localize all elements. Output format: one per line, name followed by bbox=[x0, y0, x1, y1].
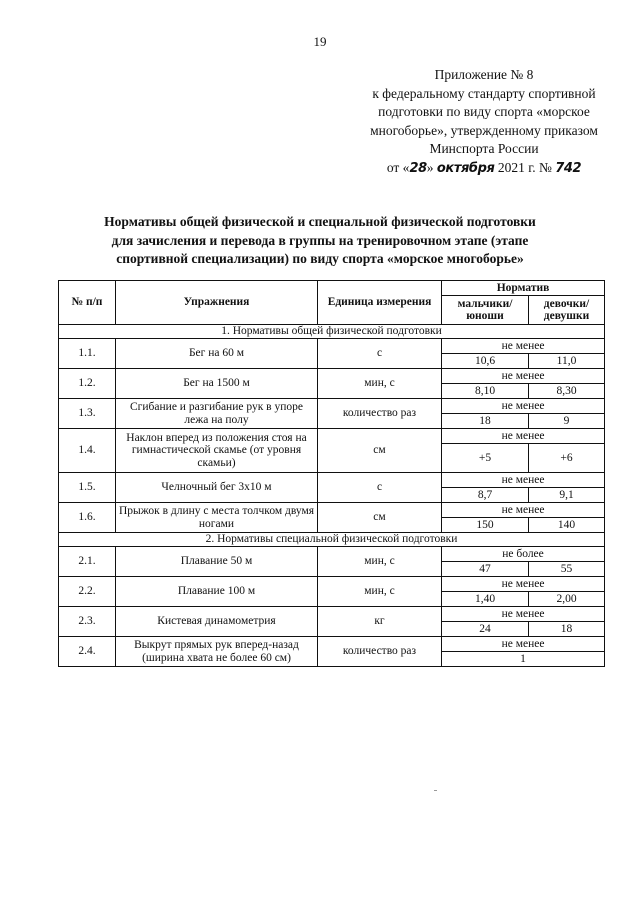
appendix-line: подготовки по виду спорта «морское bbox=[378, 104, 590, 119]
table-row bbox=[59, 399, 605, 414]
table-row bbox=[59, 369, 605, 384]
row-exercise: Кистевая динамометрия bbox=[116, 607, 318, 637]
row-unit: количество раз bbox=[318, 637, 442, 667]
row-girls-value: +6 bbox=[529, 444, 605, 473]
row-condition: не менее bbox=[442, 399, 605, 414]
row-boys-value: 1,40 bbox=[442, 592, 529, 607]
table-row bbox=[59, 473, 605, 488]
norms-table bbox=[58, 280, 605, 667]
row-condition: не менее bbox=[442, 637, 605, 652]
row-condition: не менее bbox=[442, 503, 605, 518]
appendix-block bbox=[350, 66, 618, 178]
row-num: 2.3. bbox=[59, 607, 116, 637]
page-number: 19 bbox=[313, 34, 327, 49]
header-boys: мальчики/ юноши bbox=[442, 296, 529, 325]
row-boys-value: 18 bbox=[442, 414, 529, 429]
row-num: 1.4. bbox=[59, 429, 116, 473]
header-num: № п/п bbox=[59, 281, 116, 325]
appendix-line: многоборье», утвержденному приказом bbox=[370, 122, 598, 138]
row-boys-value: 10,6 bbox=[442, 354, 529, 369]
date-year: 2021 г. № bbox=[494, 159, 556, 175]
header-exercise: Упражнения bbox=[116, 281, 318, 325]
table-row bbox=[59, 429, 605, 444]
row-unit: см bbox=[318, 429, 442, 473]
row-unit: см bbox=[318, 503, 442, 533]
row-unit: количество раз bbox=[318, 399, 442, 429]
section-title: 1. Нормативы общей физической подготовки bbox=[59, 325, 605, 339]
row-girls-value: 11,0 bbox=[529, 354, 605, 369]
row-unit: с bbox=[318, 473, 442, 503]
title-line: Нормативы общей физической и специальной физической подготовки bbox=[104, 214, 536, 229]
row-unit: мин, с bbox=[318, 577, 442, 607]
row-unit: кг bbox=[318, 607, 442, 637]
table-row bbox=[59, 607, 605, 622]
row-exercise: Челночный бег 3х10 м bbox=[116, 473, 318, 503]
table-row bbox=[59, 503, 605, 518]
header-girls: девочки/ девушки bbox=[529, 296, 605, 325]
header-norm: Норматив bbox=[442, 281, 605, 296]
row-girls-value: 9 bbox=[529, 414, 605, 429]
row-num: 2.2. bbox=[59, 577, 116, 607]
row-exercise: Бег на 1500 м bbox=[116, 369, 318, 399]
row-girls-value: 8,30 bbox=[529, 384, 605, 399]
row-girls-value: 9,1 bbox=[529, 488, 605, 503]
row-num: 1.1. bbox=[59, 339, 116, 369]
row-exercise: Плавание 50 м bbox=[116, 547, 318, 577]
row-boys-value: 8,10 bbox=[442, 384, 529, 399]
row-boys-value: +5 bbox=[442, 444, 529, 473]
date-prefix: от « bbox=[386, 159, 410, 175]
appendix-line: к федеральному стандарту спортивной bbox=[372, 85, 596, 101]
row-num: 1.2. bbox=[59, 369, 116, 399]
document-title bbox=[60, 213, 580, 269]
row-condition: не менее bbox=[442, 473, 605, 488]
row-boys-value: 47 bbox=[442, 562, 529, 577]
row-girls-value: 2,00 bbox=[529, 592, 605, 607]
order-number-handwritten: 742 bbox=[555, 160, 582, 176]
appendix-line: Минспорта России bbox=[429, 141, 539, 156]
date-mid: » bbox=[426, 159, 437, 175]
title-line: для зачисления и перевода в группы на тренировочном этапе (этапе bbox=[111, 232, 529, 248]
row-condition: не менее bbox=[442, 577, 605, 592]
row-exercise: Сгибание и разгибание рук в упоре лежа на полу bbox=[116, 399, 318, 429]
row-unit: мин, с bbox=[318, 547, 442, 577]
table-row bbox=[59, 339, 605, 354]
row-girls-value: 140 bbox=[529, 518, 605, 533]
table-row bbox=[59, 637, 605, 652]
row-unit: мин, с bbox=[318, 369, 442, 399]
row-exercise: Плавание 100 м bbox=[116, 577, 318, 607]
row-exercise: Бег на 60 м bbox=[116, 339, 318, 369]
row-unit: с bbox=[318, 339, 442, 369]
row-girls-value: 18 bbox=[529, 622, 605, 637]
row-condition: не менее bbox=[442, 607, 605, 622]
row-condition: не менее bbox=[442, 369, 605, 384]
row-girls-value: 55 bbox=[529, 562, 605, 577]
row-num: 2.4. bbox=[59, 637, 116, 667]
row-boys-value: 150 bbox=[442, 518, 529, 533]
appendix-line: Приложение № 8 bbox=[434, 67, 534, 82]
header-unit: Единица измерения bbox=[318, 281, 442, 325]
row-num: 1.3. bbox=[59, 399, 116, 429]
row-num: 1.6. bbox=[59, 503, 116, 533]
row-exercise: Наклон вперед из положения стоя на гимнастической скамье (от уровня скамьи) bbox=[116, 429, 318, 473]
section-title: 2. Нормативы специальной физической подготовки bbox=[59, 533, 605, 547]
table-row bbox=[59, 577, 605, 592]
row-exercise: Выкрут прямых рук вперед-назад (ширина хвата не более 60 см) bbox=[116, 637, 318, 667]
row-exercise: Прыжок в длину с места толчком двумя ногами bbox=[116, 503, 318, 533]
row-boys-value: 8,7 bbox=[442, 488, 529, 503]
appendix-date-line bbox=[350, 159, 618, 179]
row-num: 2.1. bbox=[59, 547, 116, 577]
table-row bbox=[59, 547, 605, 562]
date-day-handwritten: 28 bbox=[409, 160, 427, 176]
row-condition: не более bbox=[442, 547, 605, 562]
title-line: спортивной специализации) по виду спорта «морское многоборье» bbox=[116, 251, 524, 266]
row-num: 1.5. bbox=[59, 473, 116, 503]
row-boys-value: 24 bbox=[442, 622, 529, 637]
scan-speck bbox=[434, 790, 437, 791]
row-condition: не менее bbox=[442, 429, 605, 444]
row-both-value: 1 bbox=[442, 652, 605, 667]
date-month-handwritten: октября bbox=[436, 160, 495, 176]
row-condition: не менее bbox=[442, 339, 605, 354]
